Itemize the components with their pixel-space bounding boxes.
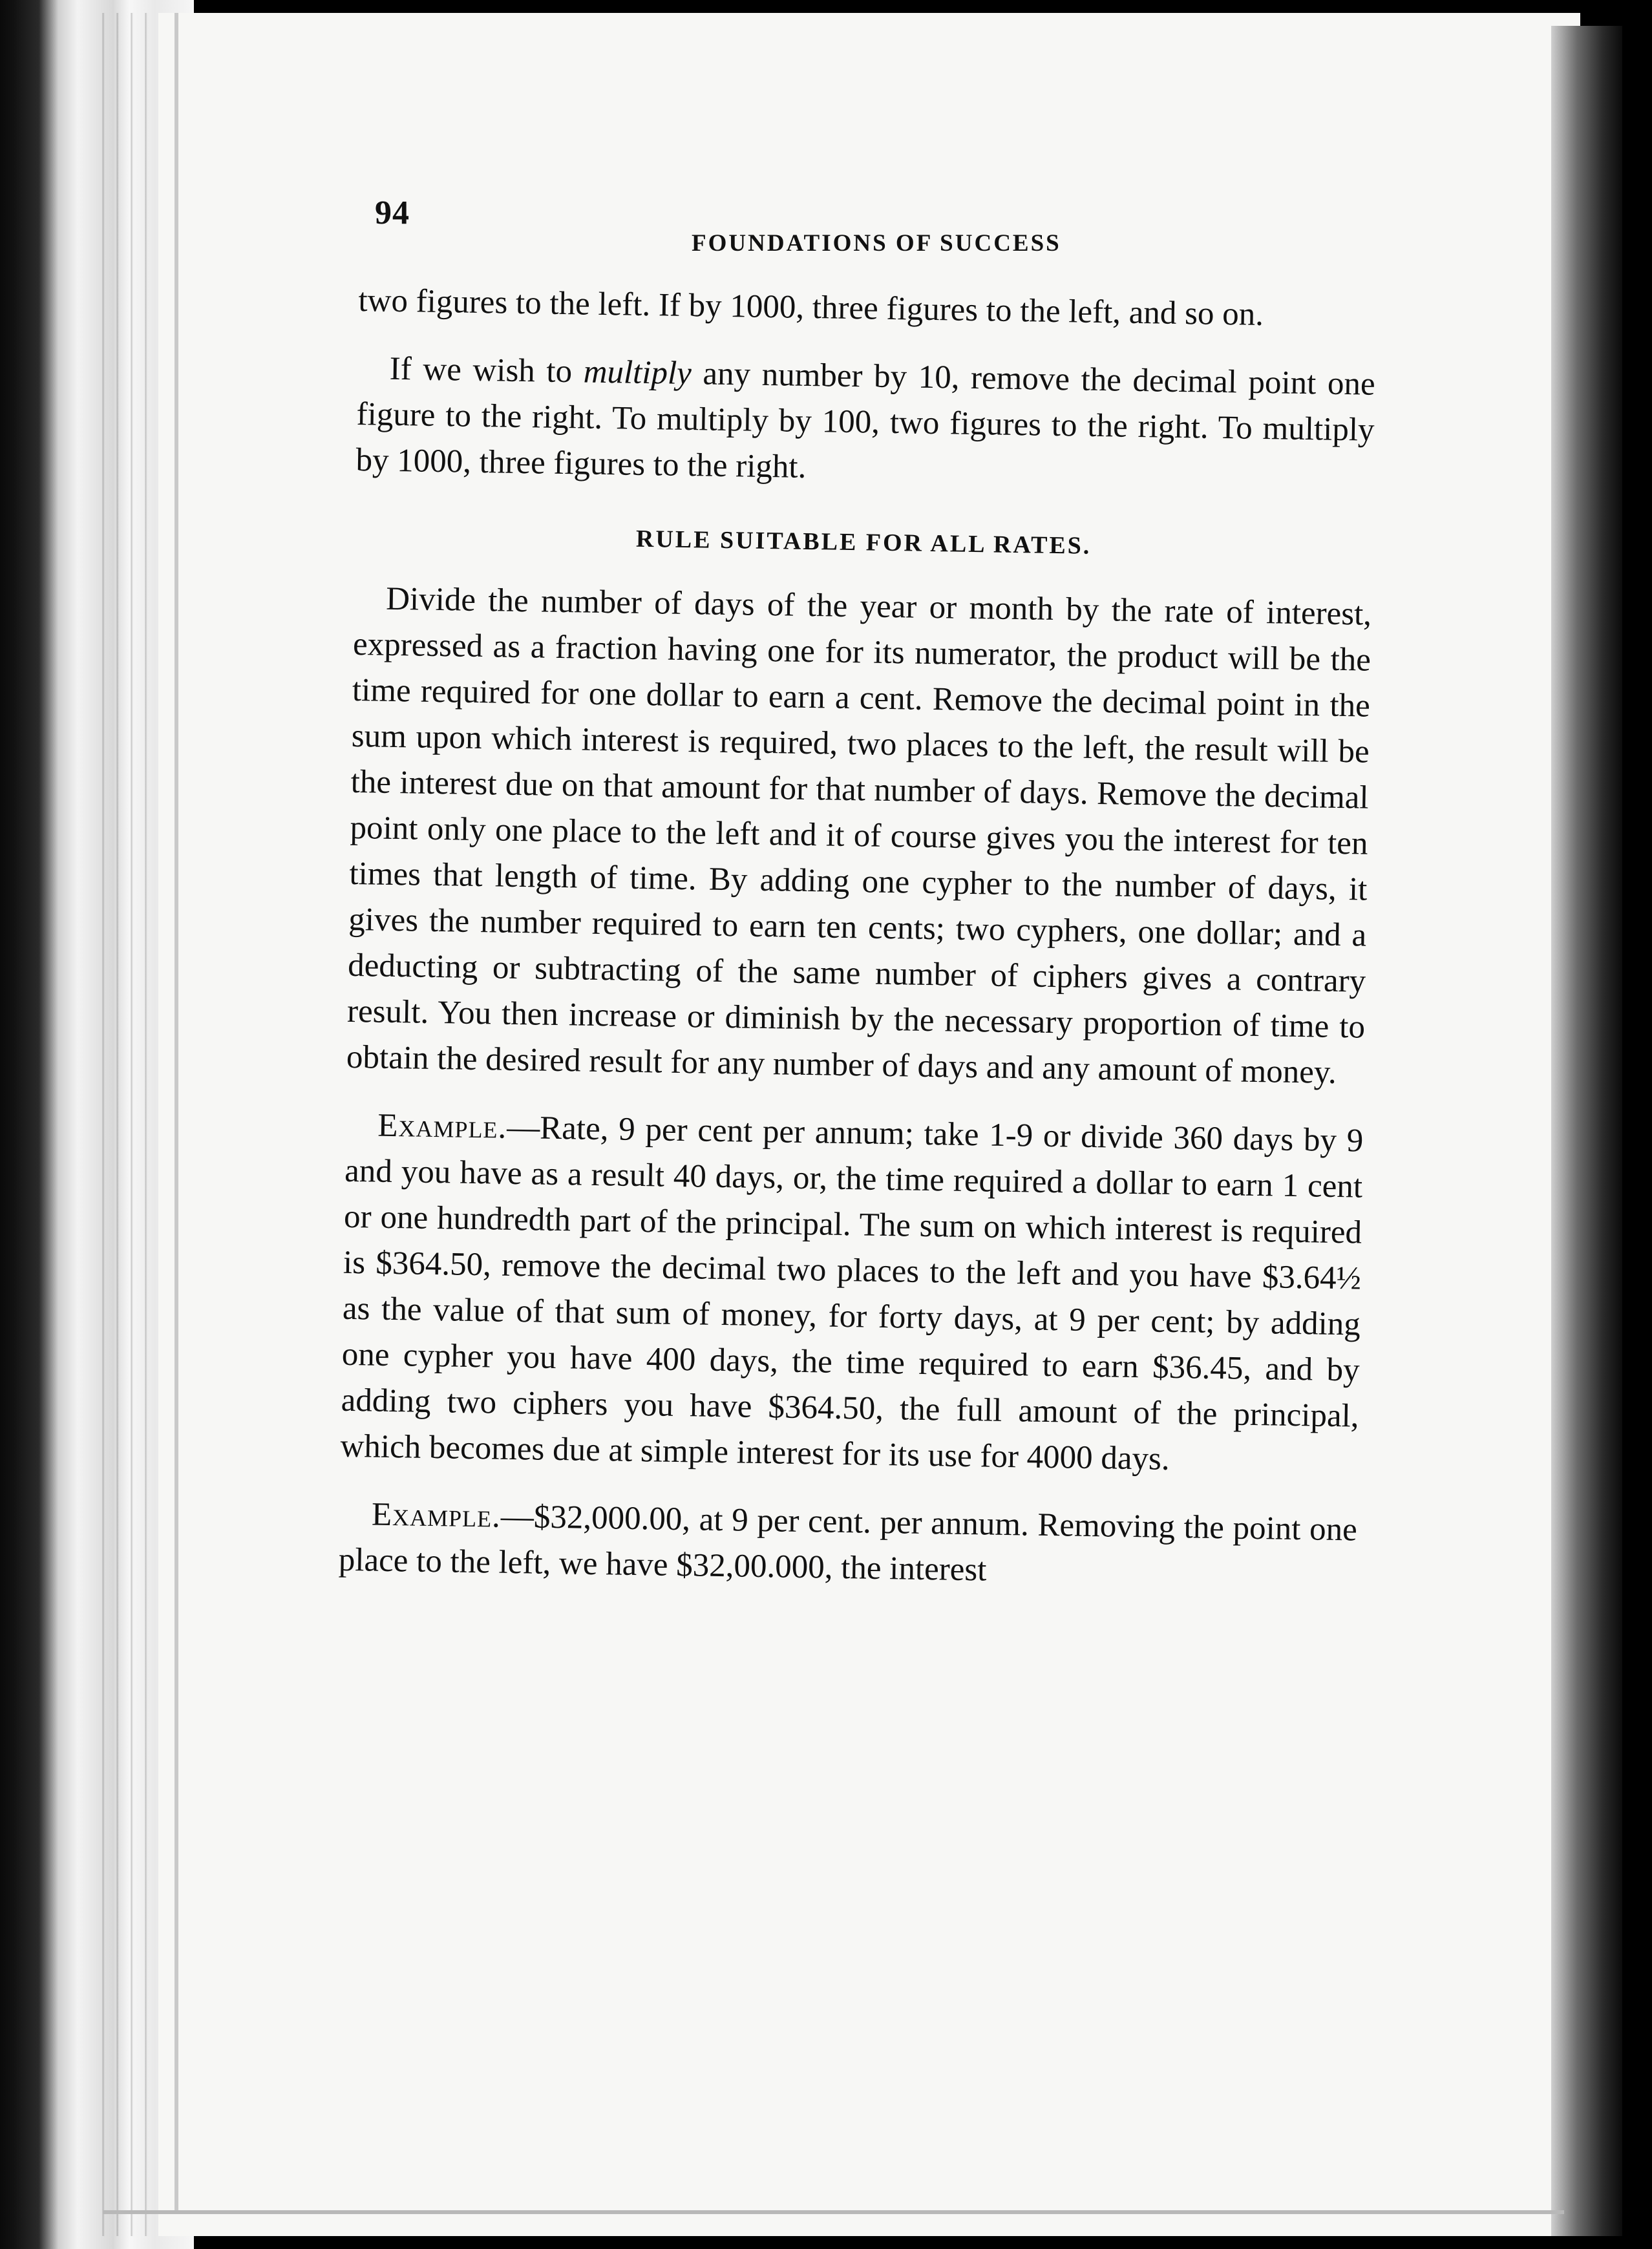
paragraph-rule: Divide the number of days of the year or month by the rate of interest, expressed as a fraction having one for its numerator, the product will be the time required for one dollar to earn a cent. Remove the decimal point in the sum upon which interest is required, two places to the left, the result will be the interest due on that amount for that number of days. Remove the decimal point only one place to the left and it of course gives you the interest for ten times that length of time. By adding one cypher to the number of days, it gives the number required to earn ten cents; two cyphers, one dollar; and a deducting or subtracting of the same number of ciphers gives a contrary result. You then increase or diminish by the necessary proportion of time to obtain the desired result for any number of days and any amount of money. — [346, 580, 1372, 1091]
running-head — [375, 194, 1099, 257]
body-text — [338, 278, 1377, 1599]
paragraph-multiply-rest: any number by 10, remove the decimal point one figure to the right. To multiply by 100, two figures to the right. To multiply by 1000, three figures to the right. — [355, 355, 1376, 485]
page-inner-border — [175, 13, 178, 2210]
page-bottom-edge — [103, 2210, 1564, 2214]
paragraph-multiply — [355, 346, 1375, 500]
section-heading: RULE SUITABLE FOR ALL RATES. — [635, 525, 1092, 560]
example-2-label: Example. — [371, 1496, 502, 1535]
example-1-label: Example. — [377, 1107, 507, 1146]
page-right-shadow — [1551, 26, 1622, 2236]
example-2-text: —$32,000.00, at 9 per cent. per annum. Removing the point one place to the left, we have $32,00.000, the interest — [338, 1498, 1358, 1589]
example-1-text: —Rate, 9 per cent per annum; take 1-9 or divide 360 days by 9 and you have as a result 40 days, or, the time required a dollar to earn 1 cent or one hundredth part of the principal. The sum on which interest is required is $364.50, remove the decimal two places to the left and you have $3.64½ as the value of that sum of money, for forty days, at 9 per cent; by adding one cypher you have 400 days, the time required to earn $36.45, and by adding two ciphers you have $364.50, the full amount of the principal, which becomes due at simple interest for its use for 4000 days. — [340, 1109, 1364, 1477]
emphasis-multiply: multiply — [583, 354, 692, 392]
paragraph-continuation: two figures to the left. If by 1000, three figures to the left, and so on. — [358, 282, 1264, 333]
paragraph-example-2 — [338, 1492, 1357, 1600]
paragraph-multiply-lead: If we wish to — [389, 350, 584, 390]
page-number: 94 — [375, 195, 410, 231]
running-title: FOUNDATIONS OF SUCCESS — [692, 230, 1061, 257]
paragraph-example-1 — [340, 1103, 1364, 1486]
